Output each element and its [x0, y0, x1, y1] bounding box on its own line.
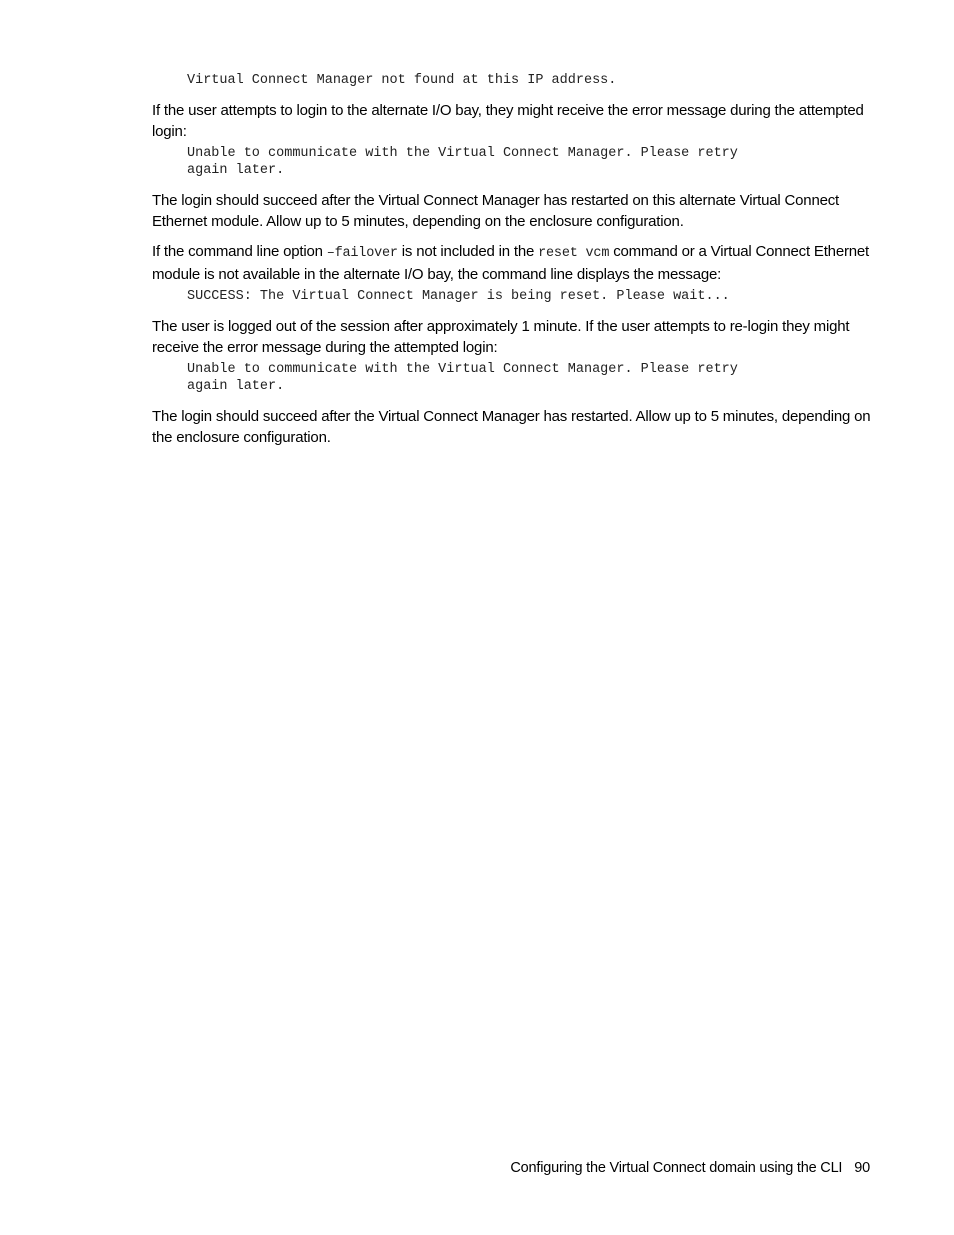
- page-content: [152, 72, 872, 448]
- inline-code-failover: –failover: [326, 246, 398, 261]
- page-number: 90: [854, 1160, 870, 1176]
- code-block-success-reset: SUCCESS: The Virtual Connect Manager is being reset. Please wait...: [187, 289, 730, 304]
- page-footer: [510, 1158, 870, 1178]
- paragraph-text: is not included in the: [397, 243, 539, 260]
- paragraph-text: command or a Virtual Connect Ethernet module is not available in the alternate I/O bay, the command line displays the message:: [152, 243, 870, 283]
- code-block-unable-communicate-2: Unable to communicate with the Virtual Connect Manager. Please retry again later.: [187, 362, 738, 394]
- paragraph-text: If the command line option: [152, 243, 327, 260]
- paragraph-login-succeed: The login should succeed after the Virtual Connect Manager has restarted. Allow up to 5 minutes, depending on the enclosure configuration.: [152, 408, 871, 446]
- code-block-unable-communicate: Unable to communicate with the Virtual Connect Manager. Please retry again later.: [187, 146, 738, 178]
- footer-title: Configuring the Virtual Connect domain using the CLI: [510, 1160, 843, 1176]
- paragraph-alternate-bay: If the user attempts to login to the alternate I/O bay, they might receive the error message during the attempted login:: [152, 102, 864, 140]
- paragraph-failover-option: [152, 241, 872, 285]
- paragraph-login-succeed-alternate: The login should succeed after the Virtual Connect Manager has restarted on this alternate Virtual Connect Ethernet module. Allow up to 5 minutes, depending on the enclosure configuration.: [152, 192, 840, 230]
- paragraph-logged-out: The user is logged out of the session after approximately 1 minute. If the user attempts to re-login they might receive the error message during the attempted login:: [152, 318, 850, 356]
- code-block-not-found: Virtual Connect Manager not found at this IP address.: [187, 73, 617, 88]
- inline-code-reset-vcm: reset vcm: [538, 246, 610, 261]
